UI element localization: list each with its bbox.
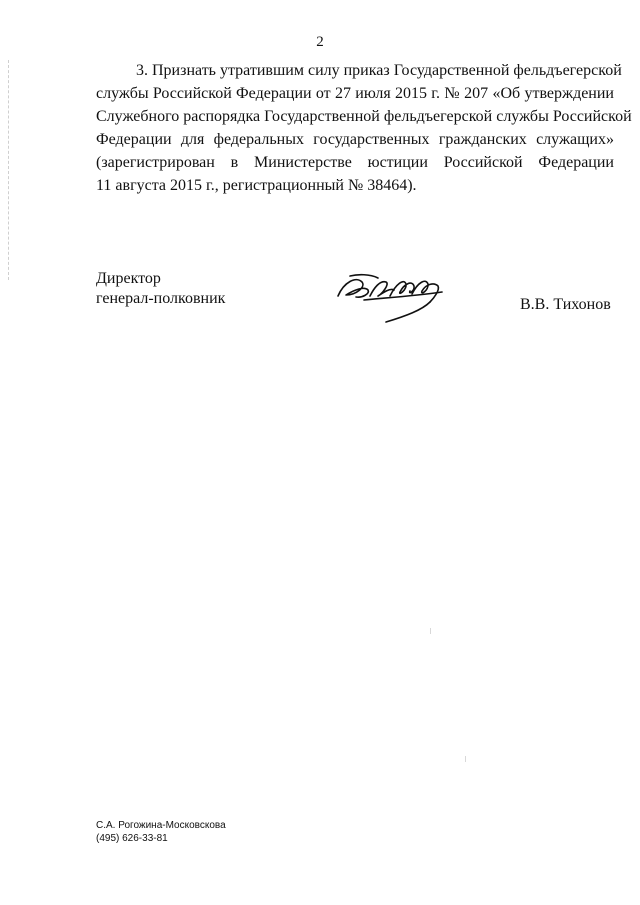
paragraph-line: Служебного распорядка Государственной фельдъегерской службы Российской bbox=[96, 108, 632, 125]
paragraph-line: службы Российской Федерации от 27 июля 2015 г. № 207 «Об утверждении bbox=[96, 85, 614, 102]
page-number: 2 bbox=[316, 34, 324, 50]
signatory-block bbox=[96, 269, 225, 309]
scan-speck bbox=[430, 628, 431, 634]
paragraph-line: 11 августа 2015 г., регистрационный № 38464). bbox=[96, 177, 417, 194]
paragraph-line: 3. Признать утратившим силу приказ Государственной фельдъегерской bbox=[136, 62, 622, 79]
paragraph-line: (зарегистрирован в Министерстве юстиции Российской Федерации bbox=[96, 154, 614, 171]
main-paragraph bbox=[96, 59, 632, 197]
executor-phone: (495) 626-33-81 bbox=[96, 833, 168, 844]
signatory-position: Директор bbox=[96, 270, 161, 287]
executor-name: С.А. Рогожина-Московскова bbox=[96, 820, 226, 831]
signer-name: В.В. Тихонов bbox=[520, 296, 611, 313]
signatory-rank: генерал-полковник bbox=[96, 290, 226, 307]
scan-margin-line bbox=[8, 60, 10, 280]
paragraph-line: Федерации для федеральных государственных гражданских служащих» bbox=[96, 131, 614, 148]
scan-speck bbox=[465, 756, 466, 762]
handwritten-signature bbox=[334, 268, 454, 326]
executor-block bbox=[96, 819, 226, 845]
